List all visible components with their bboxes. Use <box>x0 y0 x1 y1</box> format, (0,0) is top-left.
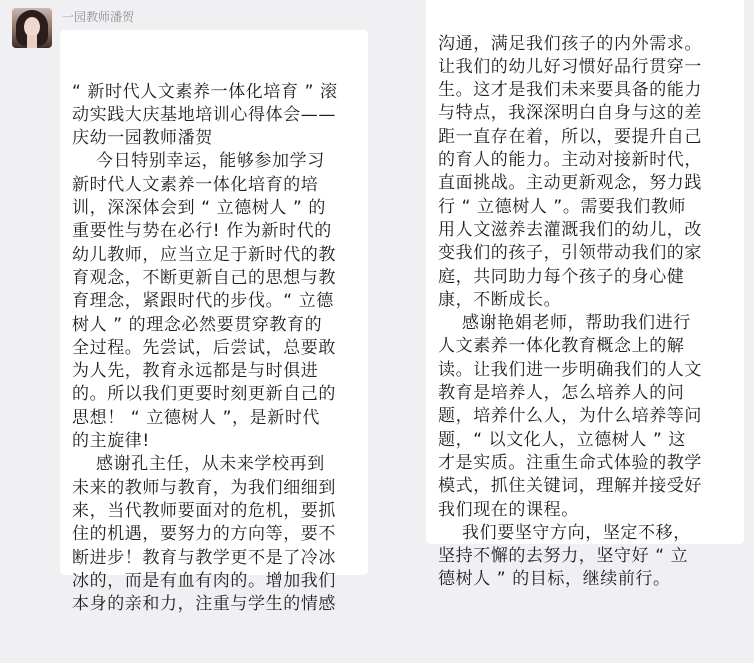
message-text: “ 新时代人文素养一体化培育 ” 滚 动实践大庆基地培训心得体会—— 庆幼一园教师潘贺 今日特别幸运，能够参加学习 新时代人文素养一体化培育的培 训，深深体会到 “ 立德树人 ” 的 重要性与势在必行! 作为新时代的 幼儿教师，应当立足于新时代的教 育观念，不断更新自己的思想与教 育理念，紧跟时代的步伐。“ 立德 树人 ” 的理念必然要贯穿教育的 全过程。先尝试，后尝试，总要敢 为人先，教育永远都是与时俱进 的。所以我们更要时刻更新自己的 思想！ “ 立德树人 ”，是新时代 的主旋律! 感谢孔主任，从未来学校再到 未来的教师与教育，为我们细细到 来，当代教师要面对的危机，要抓 住的机遇，要努力的方向等，要不 断进步！教育与教学更不是了冷冰 冰的，而是有血有肉的。增加我们 本身的亲和力，注重与学生的情感 <box>72 81 338 615</box>
avatar-neck <box>27 35 37 48</box>
chat-panel-right[interactable] <box>378 0 754 590</box>
message-text-continued: 沟通，满足我们孩子的内外需求。 让我们的幼儿好习惯好品行贯穿一 生。这才是我们未来要具备的能力 与特点，我深深明白自身与这的差 距一直存在着，所以，要提升自己 的育人的能力。主动对接新时代， 直面挑战。主动更新观念，努力践 行 “ 立德树人 ”。需要我们教师 用人文滋养去灌溉我们的幼儿，改 变我们的孩子，引领带动我们的家 庭，共同助力每个孩子的身心健 康，不断成长。 感谢艳娟老师，帮助我们进行 人文素养一体化教育概念上的解 读。让我们进一步明确我们的人文 教育是培养人，怎么培养人的问 题，培养什么人，为什么培养等问 题，“ 以文化人，立德树人 ” 这 才是实质。注重生命式体验的教学 模式，抓住关键词，理解并接受好 我们现在的课程。 我们要坚守方向，坚定不移， 坚持不懈的去努力，坚守好 “ 立 德树人 ” 的目标，继续前行。 <box>438 33 702 590</box>
sender-name: 一园教师潘贺 <box>62 10 135 24</box>
sender-avatar[interactable] <box>12 8 52 48</box>
message-bubble[interactable] <box>60 30 368 615</box>
avatar-face <box>24 17 40 37</box>
message-bubble-continued[interactable] <box>426 0 744 590</box>
chat-panel-left[interactable] <box>0 0 370 615</box>
